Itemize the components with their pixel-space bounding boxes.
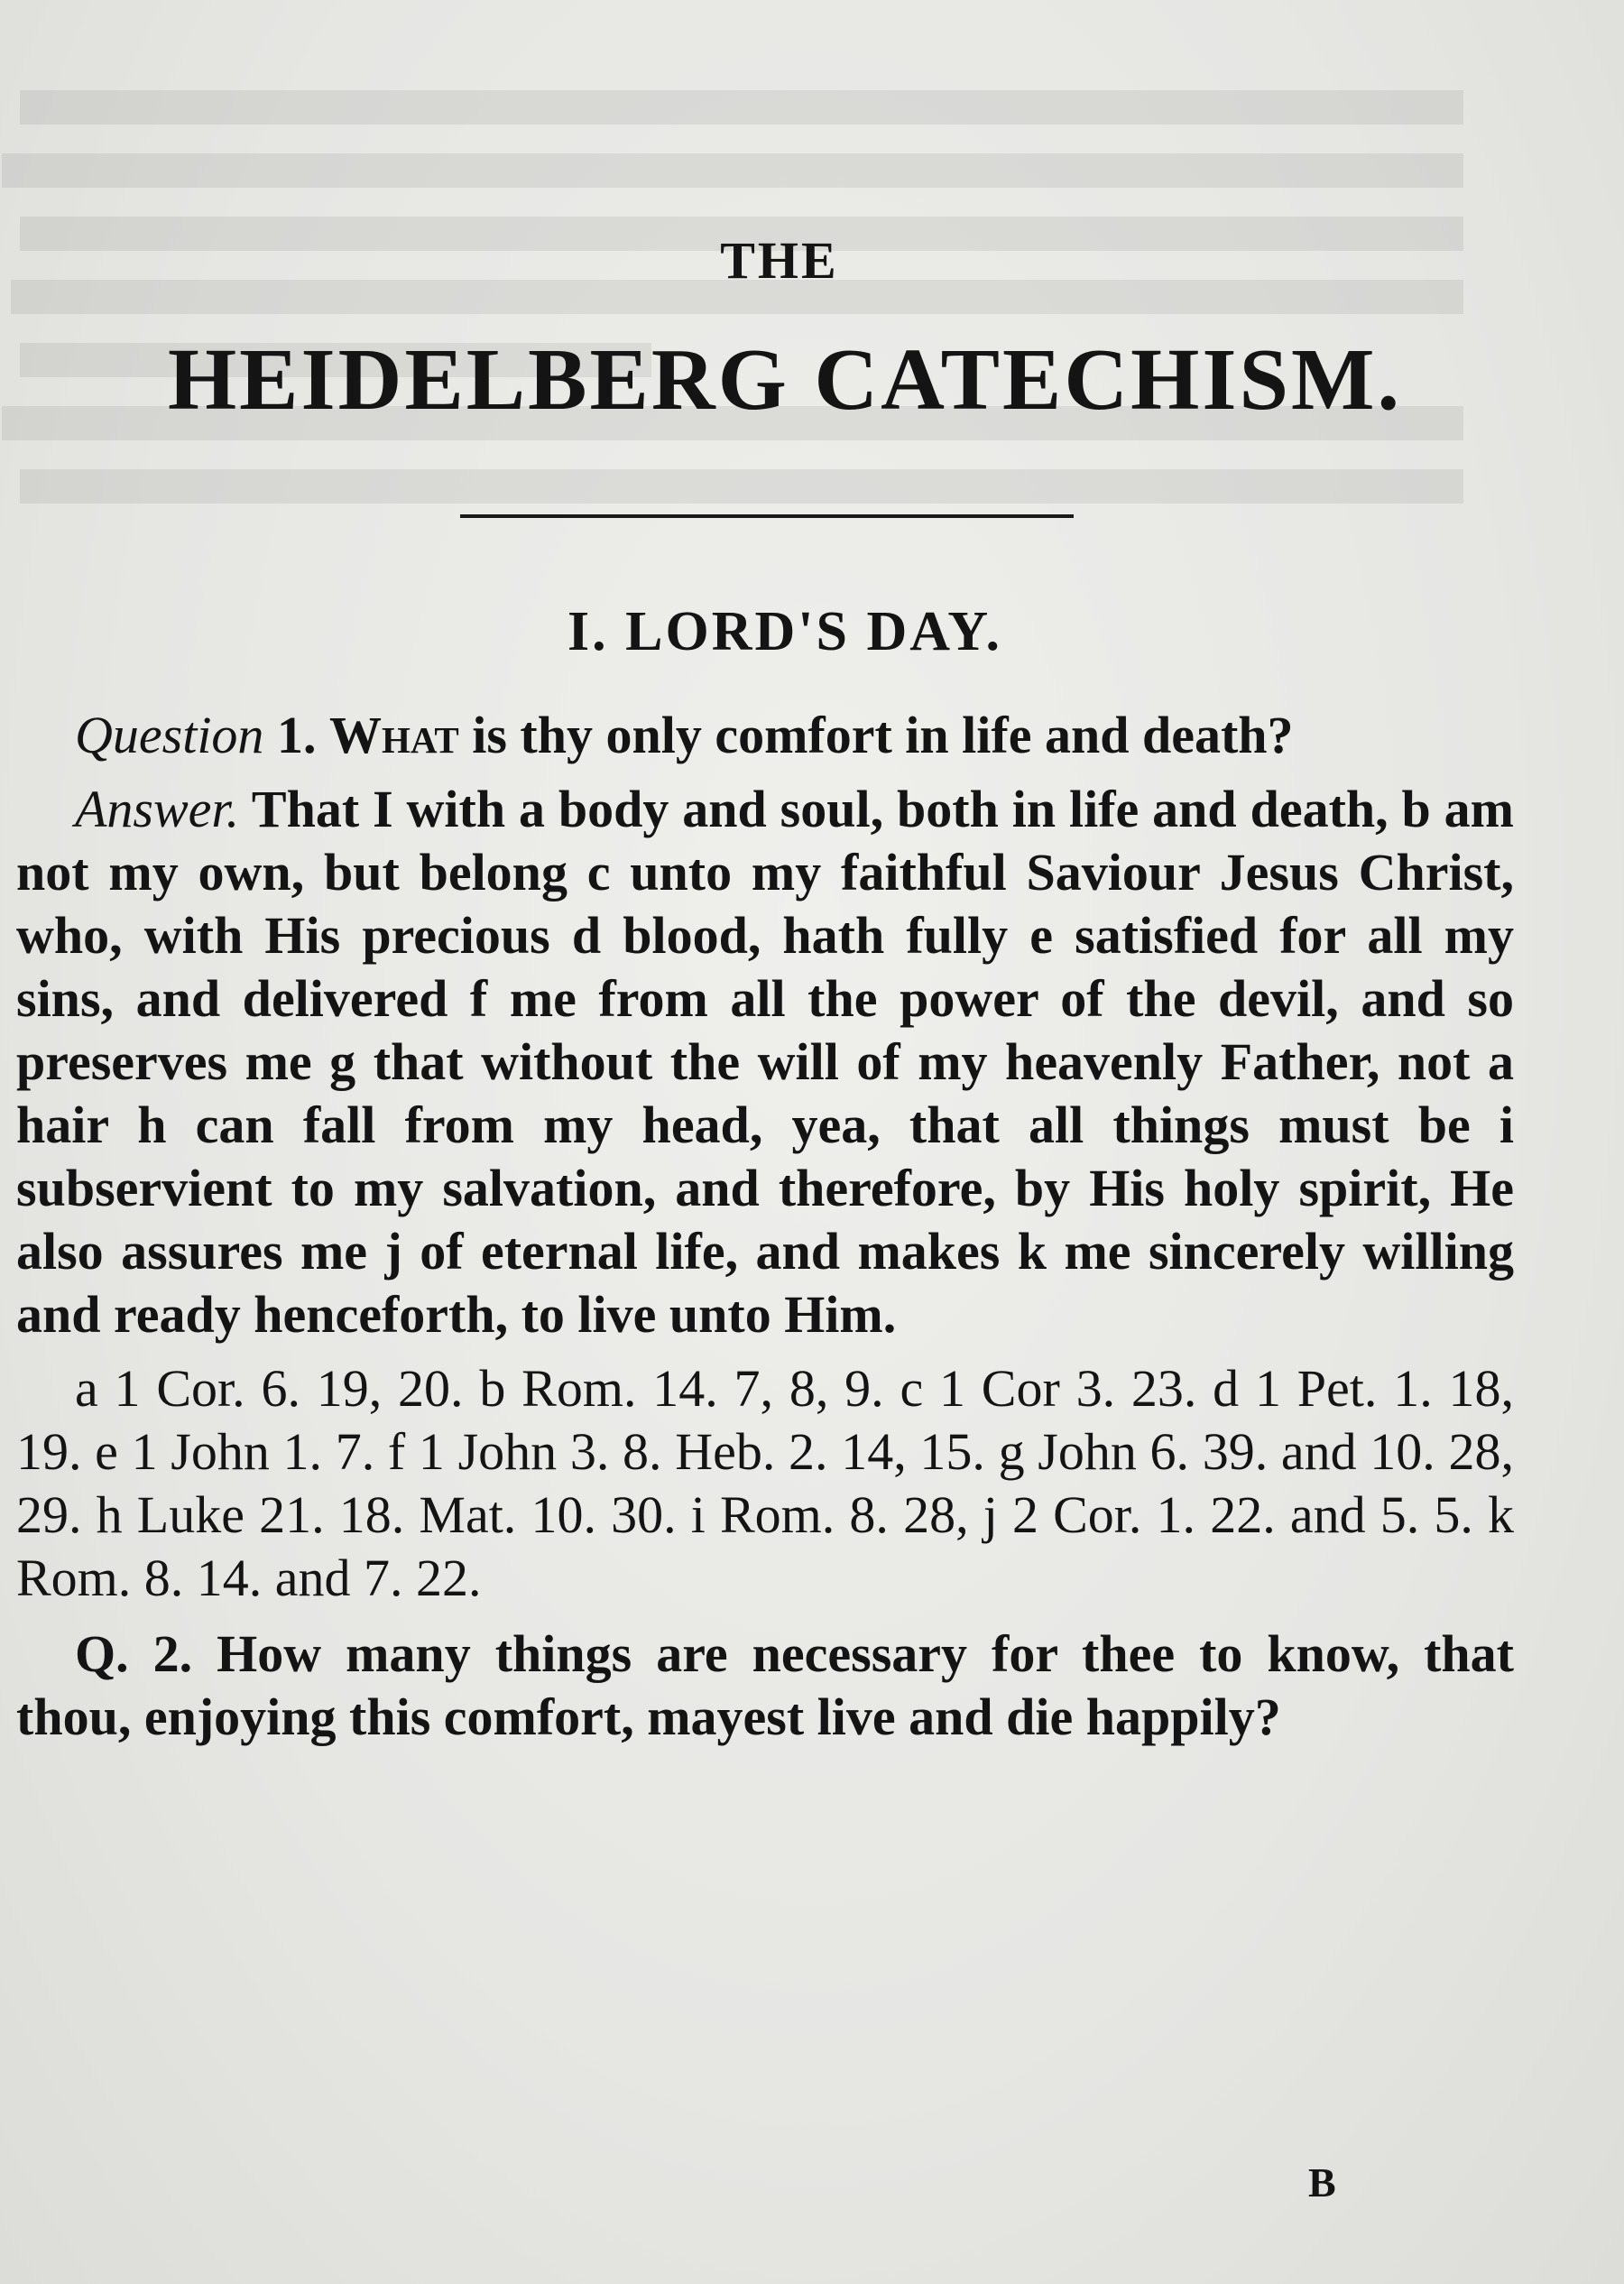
bleed-through-lines [0, 72, 1463, 541]
answer-1 [16, 778, 1514, 1346]
question-text: is thy only comfort in life and death? [472, 706, 1294, 764]
question-first-word: What [328, 706, 459, 764]
answer-label: Answer. [75, 780, 240, 838]
page-title: HEIDELBERG CATECHISM. [167, 331, 1403, 429]
signature-mark: B [1308, 2159, 1336, 2205]
scripture-references: a 1 Cor. 6. 19, 20. b Rom. 14. 7, 8, 9. c 1 Cor 3. 23. d 1 Pet. 1. 18, 19. e 1 John 1. 7. f 1 John 3. 8. Heb. 2. 14, 15. g John 6. 39. and 10. 28, 29. h Luke 21. 18. Mat. 10. 30. i Rom. 8. 28, j 2 Cor. 1. 22. and 5. 5. k Rom. 8. 14. and 7. 22. [16, 1359, 1514, 1607]
question-1 [16, 704, 1514, 767]
question-label: Question [75, 706, 264, 764]
section-heading: I. LORD'S DAY. [567, 601, 1002, 662]
answer-text: That I with a body and soul, both in life and death, b am not my own, but belong c unto my faithful Saviour Jesus Christ, who, with His precious d blood, hath fully e satisfied for all my sins, and delivered f me from all the power of the devil, and so preserves me g that without the will of my heavenly Father, not a hair h can fall from my head, yea, that all things must be i subservient to my salvation, and therefore, by His holy spirit, He also assures me j of eternal life, and makes k me sincerely willing and ready henceforth, to live unto Him. [16, 780, 1514, 1344]
body-text [16, 704, 1514, 1760]
title-small: THE [720, 231, 839, 290]
title-divider [460, 514, 1074, 518]
question-number: 1. [276, 706, 317, 764]
bleed-through-decoration [36, 9, 1516, 619]
question-2: Q. 2. How many things are necessary for thee to know, that thou, enjoying this comfort, mayest live and die happily? [16, 1624, 1514, 1746]
